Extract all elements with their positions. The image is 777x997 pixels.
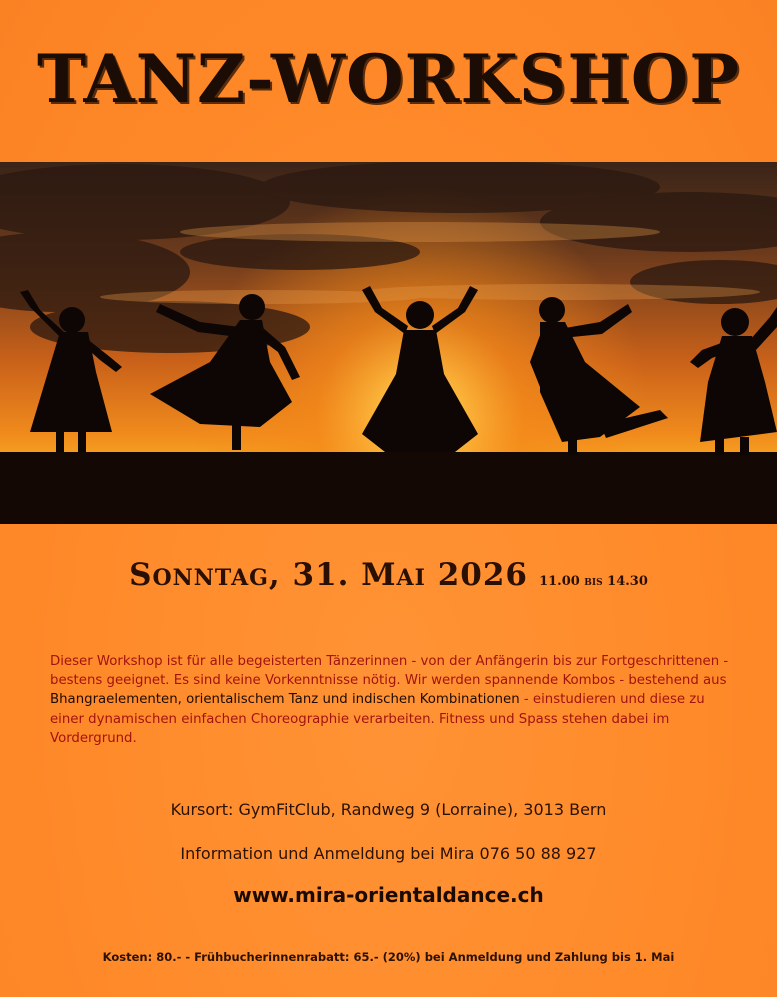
event-date: Sonntag, 31. Mai 2026 [129,557,528,593]
description [50,652,730,748]
dancers-sunset-photo [0,162,777,524]
pricing-info: Kosten: 80.- - Frühbucherinnenrabatt: 65.- (20%) bei Anmeldung und Zahlung bis 1. Mai [102,950,675,964]
description-part3: - einstudieren und diese zu einer dynamischen einfachen Choreographie verarbeiten. Fitness und Spass stehen dabei im Vordergrund. [50,692,705,746]
website-link[interactable]: www.mira-orientaldance.ch [233,883,544,907]
description-part1: Dieser Workshop ist für alle begeisterten Tänzerinnen - von der Anfängerin bis zur Fortgeschrittenen - bestens geeignet. Es sind keine Vorkenntnisse nötig. Wir werden spannende Kombos - bestehend aus [50,654,729,689]
event-time: 11.00 bis 14.30 [539,574,648,589]
course-location: Kursort: GymFitClub, Randweg 9 (Lorraine), 3013 Bern [170,800,607,819]
registration-info: Information und Anmeldung bei Mira 076 50 88 927 [180,844,597,863]
date-line [0,557,777,593]
poster-title: TANZ-WORKSHOP [37,40,740,118]
description-part2: Bhangraelementen, orientalischem Tanz und indischen Kombinationen [50,692,520,708]
